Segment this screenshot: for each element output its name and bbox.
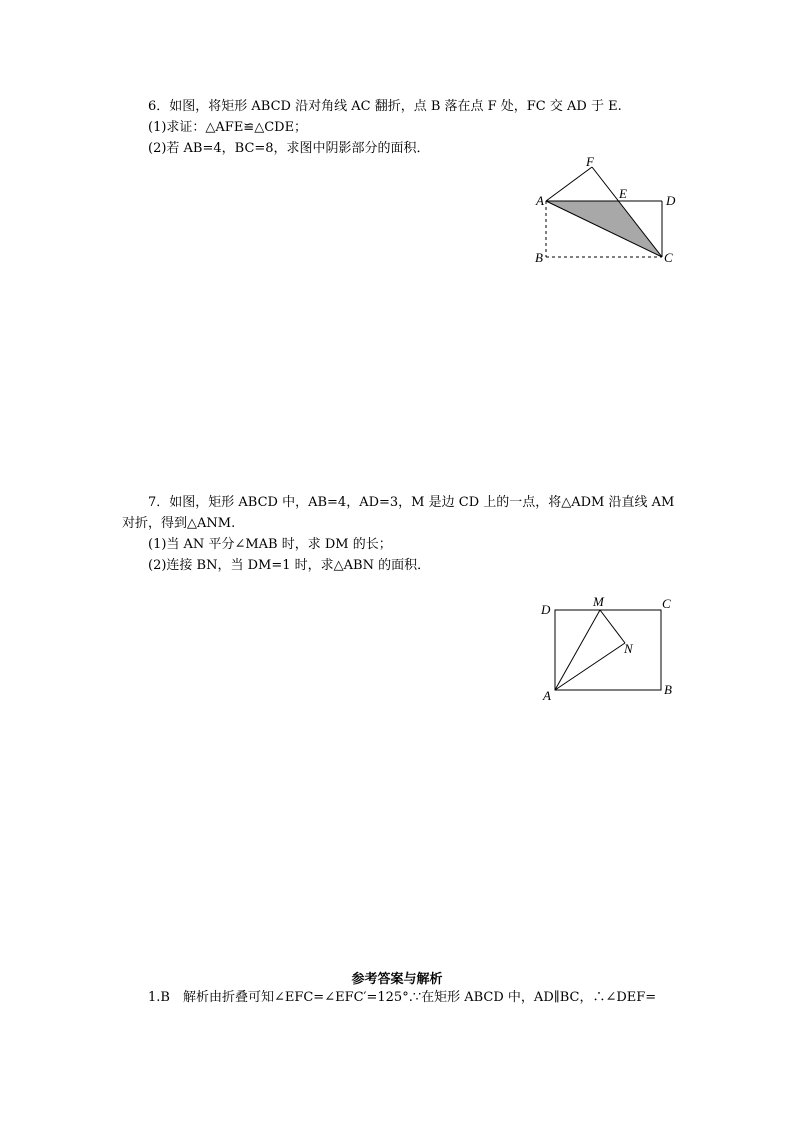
q7-line-1: 7．如图，矩形 ABCD 中，AB=4，AD=3，M 是边 CD 上的一点，将△ADM 沿直线 AM [148,495,675,510]
q7-label-n: N [624,641,633,656]
q7-label-b: B [664,682,672,697]
q7-line-4: (2)连接 BN，当 DM=1 时，求△ABN 的面积． [148,558,431,573]
answers-line-1: 1.B 解析由折叠可知∠EFC=∠EFC′=125°.∵在矩形 ABCD 中，AD∥BC，∴∠DEF= [148,990,657,1005]
q6-label-e: E [619,186,627,201]
q7-label-m: M [593,594,604,609]
q6-line-1: 6．如图，将矩形 ABCD 沿对角线 AC 翻折，点 B 落在点 F 处，FC 交 AD 于 E. [148,99,622,114]
q6-label-a: A [536,193,544,208]
q7-line-2: 对折，得到△ANM. [122,516,236,531]
q7-label-a: A [543,688,551,703]
q6-line-3: (2)若 AB=4，BC=8，求图中阴影部分的面积． [148,141,430,156]
q7-line-3: (1)当 AN 平分∠MAB 时，求 DM 的长； [148,537,392,552]
q6-label-b: B [535,250,543,265]
q6-label-f: F [586,154,594,169]
q6-label-c: C [664,250,673,265]
q7-figure [530,590,690,705]
answers-heading: 参考答案与解析 [351,972,443,987]
q6-label-d: D [666,193,676,208]
q7-label-c: C [662,596,671,611]
q6-figure [520,150,690,270]
q6-line-2: (1)求证：△AFE≌△CDE； [148,120,308,135]
q7-label-d: D [541,602,551,617]
